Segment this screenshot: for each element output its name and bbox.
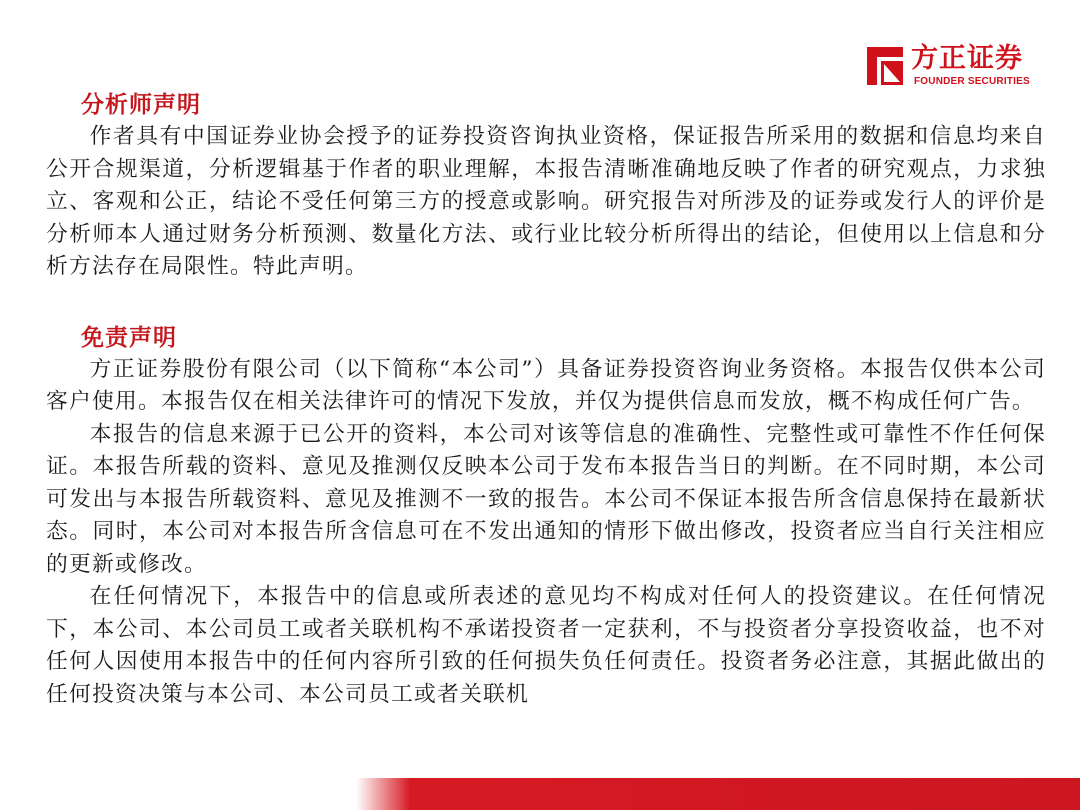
logo-name-cn: 方正证券	[911, 43, 1023, 74]
disclaimer-paragraph-2: 本报告的信息来源于已公开的资料，本公司对该等信息的准确性、完整性或可靠性不作任何保证。本报告所载的资料、意见及推测仅反映本公司于发布本报告当日的判断。在不同时期，本公司可发出与本报告所载资料、意见及推测不一致的报告。本公司不保证本报告所含信息保持在最新状态。同时，本公司对本报告所含信息可在不发出通知的情形下做出修改，投资者应当自行关注相应的更新或修改。	[46, 421, 1046, 577]
section-gap	[46, 284, 1046, 321]
bottom-decorative-bar	[0, 778, 1080, 810]
analyst-statement-title: 分析师声明	[81, 91, 201, 118]
company-logo	[864, 44, 1044, 92]
disclaimer-title: 免责声明	[81, 323, 177, 351]
logo-name-en: FOUNDER SECURITIES	[914, 76, 1030, 87]
disclaimer-paragraph-1: 方正证券股份有限公司（以下简称“本公司”）具备证券投资咨询业务资格。本报告仅供本公司客户使用。本报告仅在相关法律许可的情况下发放，并仅为提供信息而发放，概不构成任何广告。	[46, 356, 1046, 414]
founder-logo-icon	[864, 44, 906, 88]
disclaimer-paragraph-3: 在任何情况下，本报告中的信息或所表述的意见均不构成对任何人的投资建议。在任何情况下，本公司、本公司员工或者关联机构不承诺投资者一定获利，不与投资者分享投资收益，也不对任何人因使用本报告中的任何内容所引致的任何损失负任何责任。投资者务必注意，其据此做出的任何投资决策与本公司、本公司员工或者关联机	[46, 584, 1046, 707]
analyst-statement-paragraph: 作者具有中国证券业协会授予的证券投资咨询执业资格，保证报告所采用的数据和信息均来自公开合规渠道，分析逻辑基于作者的职业理解，本报告清晰准确地反映了作者的研究观点，力求独立、客观和公正，结论不受任何第三方的授意或影响。研究报告对所涉及的证券或发行人的评价是分析师本人通过财务分析预测、数量化方法、或行业比较分析所得出的结论，但使用以上信息和分析方法存在局限性。特此声明。	[46, 124, 1046, 279]
main-content	[46, 88, 1046, 711]
